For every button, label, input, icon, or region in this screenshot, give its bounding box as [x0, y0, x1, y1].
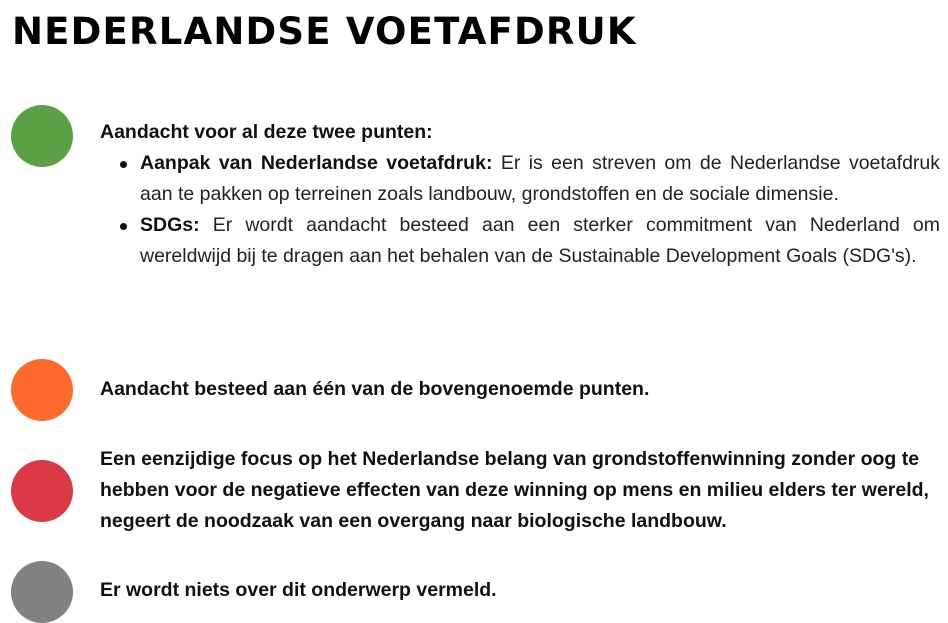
green-rating-block — [100, 117, 940, 272]
bullet-item-footprint — [140, 148, 940, 210]
page-title: NEDERLANDSE VOETAFDRUK — [12, 10, 637, 53]
bullet-item-sdgs — [140, 210, 940, 272]
gray-rating-text: Er wordt niets over dit onderwerp vermeld. — [100, 579, 497, 601]
orange-circle-icon — [11, 359, 73, 421]
green-circle-icon — [11, 105, 73, 167]
red-rating-text: Een eenzijdige focus op het Nederlandse belang van grondstoffenwinning zonder oog te hebben voor de negatieve effecten van deze winning op mens en milieu elders ter wereld, negeert de noodzaak van een overgang naar biologische landbouw. — [100, 448, 929, 532]
orange-rating-text: Aandacht besteed aan één van de bovengenoemde punten. — [100, 378, 650, 400]
bullet-text: Er is een streven om de Nederlandse voetafdruk aan te pakken op terreinen zoals landbouw, grondstoffen en de sociale dimensie. — [140, 152, 940, 205]
gray-circle-icon — [11, 561, 73, 623]
green-rating-heading: Aandacht voor al deze twee punten: — [100, 121, 433, 143]
bullet-label: SDGs: — [140, 214, 200, 236]
bullet-label: Aanpak van Nederlandse voetafdruk: — [140, 152, 493, 174]
green-rating-bullet-list — [100, 148, 940, 272]
bullet-text: Er wordt aandacht besteed aan een sterker commitment van Nederland om wereldwijd bij te dragen aan het behalen van de Sustainable Development Goals (SDG's). — [140, 214, 940, 267]
red-circle-icon — [11, 460, 73, 522]
